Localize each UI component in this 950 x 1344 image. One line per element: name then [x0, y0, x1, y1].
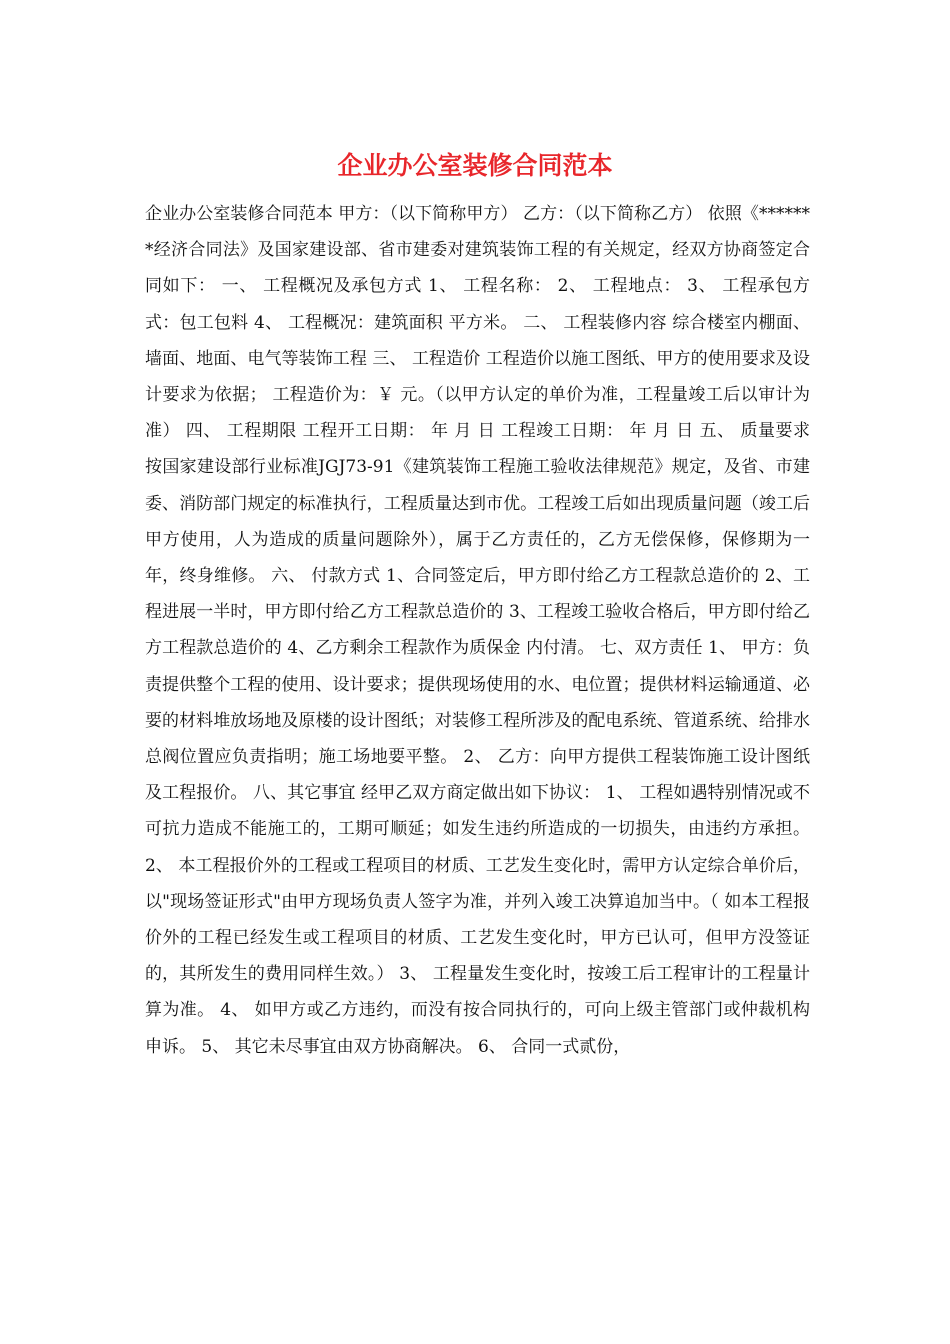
- document-title: 企业办公室装修合同范本: [337, 151, 613, 180]
- contract-body-text: 企业办公室装修合同范本 甲方：（以下简称甲方） 乙方：（以下简称乙方） 依照《*******经济合同法》及国家建设部、省市建委对建筑装饰工程的有关规定，经双方协商签定合同如下： 一、 工程概况及承包方式 1、 工程名称： 2、 工程地点： 3、 工程承包方式：包工包料 4、 工程概况：建筑面积 平方米。 二、 工程装修内容 综合楼室内棚面、墙面、地面、电气等装饰工程 三、 工程造价 工程造价以施工图纸、甲方的使用要求及设计要求为依据； 工程造价为：￥ 元。（以甲方认定的单价为准，工程量竣工后以审计为准） 四、 工程期限 工程开工日期： 年 月 日 工程竣工日期： 年 月 日 五、 质量要求 按国家建设部行业标准JGJ73-91《建筑装饰工程施工验收法律规范》规定，及省、市建委、消防部门规定的标准执行，工程质量达到市优。工程竣工后如出现质量问题（竣工后甲方使用，人为造成的质量问题除外），属于乙方责任的，乙方无偿保修，保修期为一年，终身维修。 六、 付款方式 1、合同签定后，甲方即付给乙方工程款总造价的 2、工程进展一半时，甲方即付给乙方工程款总造价的 3、工程竣工验收合格后，甲方即付给乙方工程款总造价的 4、乙方剩余工程款作为质保金 内付清。 七、双方责任 1、 甲方：负责提供整个工程的使用、设计要求；提供现场使用的水、电位置；提供材料运输通道、必要的材料堆放场地及原楼的设计图纸；对装修工程所涉及的配电系统、管道系统、给排水总阀位置应负责指明；施工场地要平整。 2、 乙方：向甲方提供工程装饰施工设计图纸及工程报价。 八、其它事宜 经甲乙双方商定做出如下协议： 1、 工程如遇特别情况或不可抗力造成不能施工的，工期可顺延；如发生违约所造成的一切损失，由违约方承担。 2、 本工程报价外的工程或工程项目的材质、工艺发生变化时，需甲方认定综合单价后，以"现场签证形式"由甲方现场负责人签字为准，并列入竣工决算追加当中。（ 如本工程报价外的工程已经发生或工程项目的材质、工艺发生变化时，甲方已认可，但甲方没签证的，其所发生的费用同样生效。） 3、 工程量发生变化时，按竣工后工程审计的工程量计算为准。 4、 如甲方或乙方违约，而没有按合同执行的，可向上级主管部门或仲裁机构申诉。 5、 其它未尽事宜由双方协商解决。 6、 合同一式贰份，: [145, 204, 810, 1057]
